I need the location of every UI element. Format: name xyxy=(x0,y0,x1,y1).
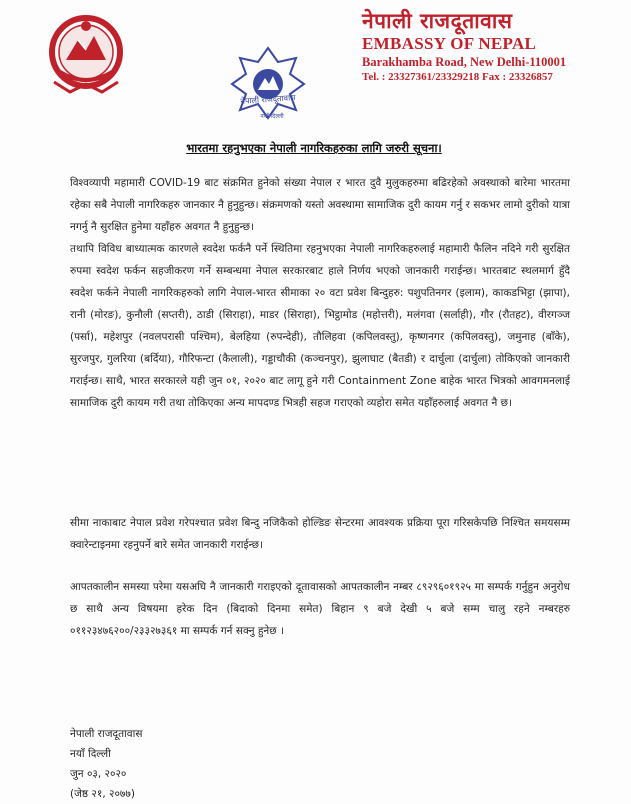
embassy-name-nepali: नेपाली राजदूतावास xyxy=(362,8,513,33)
signature-date: जुन ०३, २०२० xyxy=(70,768,127,780)
letterhead xyxy=(362,8,624,84)
signature-city: नयाँ दिल्ली xyxy=(70,748,111,760)
paragraph-3: सीमा नाकाबाट नेपाल प्रवेश गरेपश्चात प्रवेश बिन्दु नजिकैको होल्डिङ सेन्टरमा आवश्यक प्रक्रिया पूरा गरिसकेपछि निश्चित समयसम्म क्वारेन्टाइनमा रहनुपर्ने बारे समेत जानकारी गराईन्छ। xyxy=(70,517,570,551)
embassy-address: Barakhamba Road, New Delhi-110001 xyxy=(362,55,567,69)
paragraph-2: तथापि विविध बाध्यात्मक कारणले स्वदेश फर्कनै पर्ने स्थितिमा रहनुभएका नेपाली नागरिकहरुलाई महामारी फैलिन नदिने गरी सुरक्षित रुपमा स्वदेश फर्कन सहजीकरण गर्ने सम्बन्धमा नेपाल सरकारबाट हाले निर्णय भएको जानकारी गराईन्छ। भारतबाट स्थलमार्ग हुँदै स्वदेश फर्कने नेपाली नागरिकहरुको लागि नेपाल-भारत सीमाका २० वटा प्रवेश बिन्दुहरु: पशुपतिनगर (इलाम), काकडभिट्टा (झापा), रानी (मोरङ), कुनौली (सप्तरी), ठाडी (सिराहा), माडर (सिराहा), भिट्ठामोड (महोत्तरी), मलंगवा (सर्लाही), गौर (रौतहट), वीरगञ्ज (पर्सा), महेशपुर (नवलपरासी पश्चिम), बेलहिया (रुपन्देही), तौलिहवा (कपिलवस्तु), कृष्णनगर (कपिलवस्तु), जमुनाह (बाँके), सुरजपुर, गुलरिया (बर्दिया), गौरिफन्टा (कैलाली), गड्डाचौकी (कञ्चनपुर), झुलाघाट (बैतडी) र दार्चुला (दार्चुला) तोकिएको जानकारी गराईन्छ। साथै, भारत सरकारले यही जुन ०१, २०२० बाट लागू हुने गरी Containment Zone बाहेक भारत भित्रको आवगमनलाई सामाजिक दुरी कायम गरी तथा तोकिएका अन्य मापदण्ड भित्रही सहज गराएको व्यहोरा समेत यहाँहरुलाई अवगत नै छ। xyxy=(70,243,570,409)
embassy-seal-label: नेपाली राजदूतावास xyxy=(240,93,296,106)
paragraph-1: विश्वव्यापी महामारी COVID-19 बाट संक्रमित हुनेको संख्या नेपाल र भारत दुवै मुलुकहरुमा बढिरहेको अवस्थाको बारेमा भारतमा रहेका सबै नेपाली नागरिकहरु जानकार नै हुनुहुन्छ। संक्रमणको यस्तो अवस्थामा सामाजिक दुरी कायम गर्नु र सकभर लामो दुरीको यात्रा नगर्नु नै सुरक्षित हुनेमा यहाँहरु अवगत नै हुनुहुन्छ। xyxy=(70,177,570,233)
signature-office: नेपाली राजदूतावास xyxy=(70,728,143,740)
signature-date-bs: (जेष्ठ २१, २०७७) xyxy=(70,788,135,800)
embassy-contact: Tel. : 23327361/23329218 Fax : 23326857 xyxy=(362,71,553,83)
embassy-seal-icon xyxy=(228,44,308,122)
paragraph-4: आपतकालीन समस्या परेमा यसअघि नै जानकारी गराइएको दूतावासको आपतकालीन नम्बर ८९२९६०१९२५ मा सम्पर्क गर्नुहुन अनुरोध छ साथै अन्य विषयमा हरेक दिन (बिदाको दिनमा समेत) बिहान ९ बजे देखी ५ बजे सम्म चालु रहने नम्बरहरु ०११२३४७६२००/२३३२७३६१ मा सम्पर्क गर्न सक्नु हुनेछ । xyxy=(70,581,570,637)
embassy-name-english: EMBASSY OF NEPAL xyxy=(362,34,537,53)
signature-block xyxy=(70,724,142,804)
notice-title: भारतमा रहनुभएका नेपाली नागरिकहरुका लागि जरुरी सूचना। xyxy=(186,141,442,155)
nepal-emblem-icon xyxy=(40,12,132,96)
embassy-seal-sublabel: नयाँ दिल्ली xyxy=(260,113,284,120)
